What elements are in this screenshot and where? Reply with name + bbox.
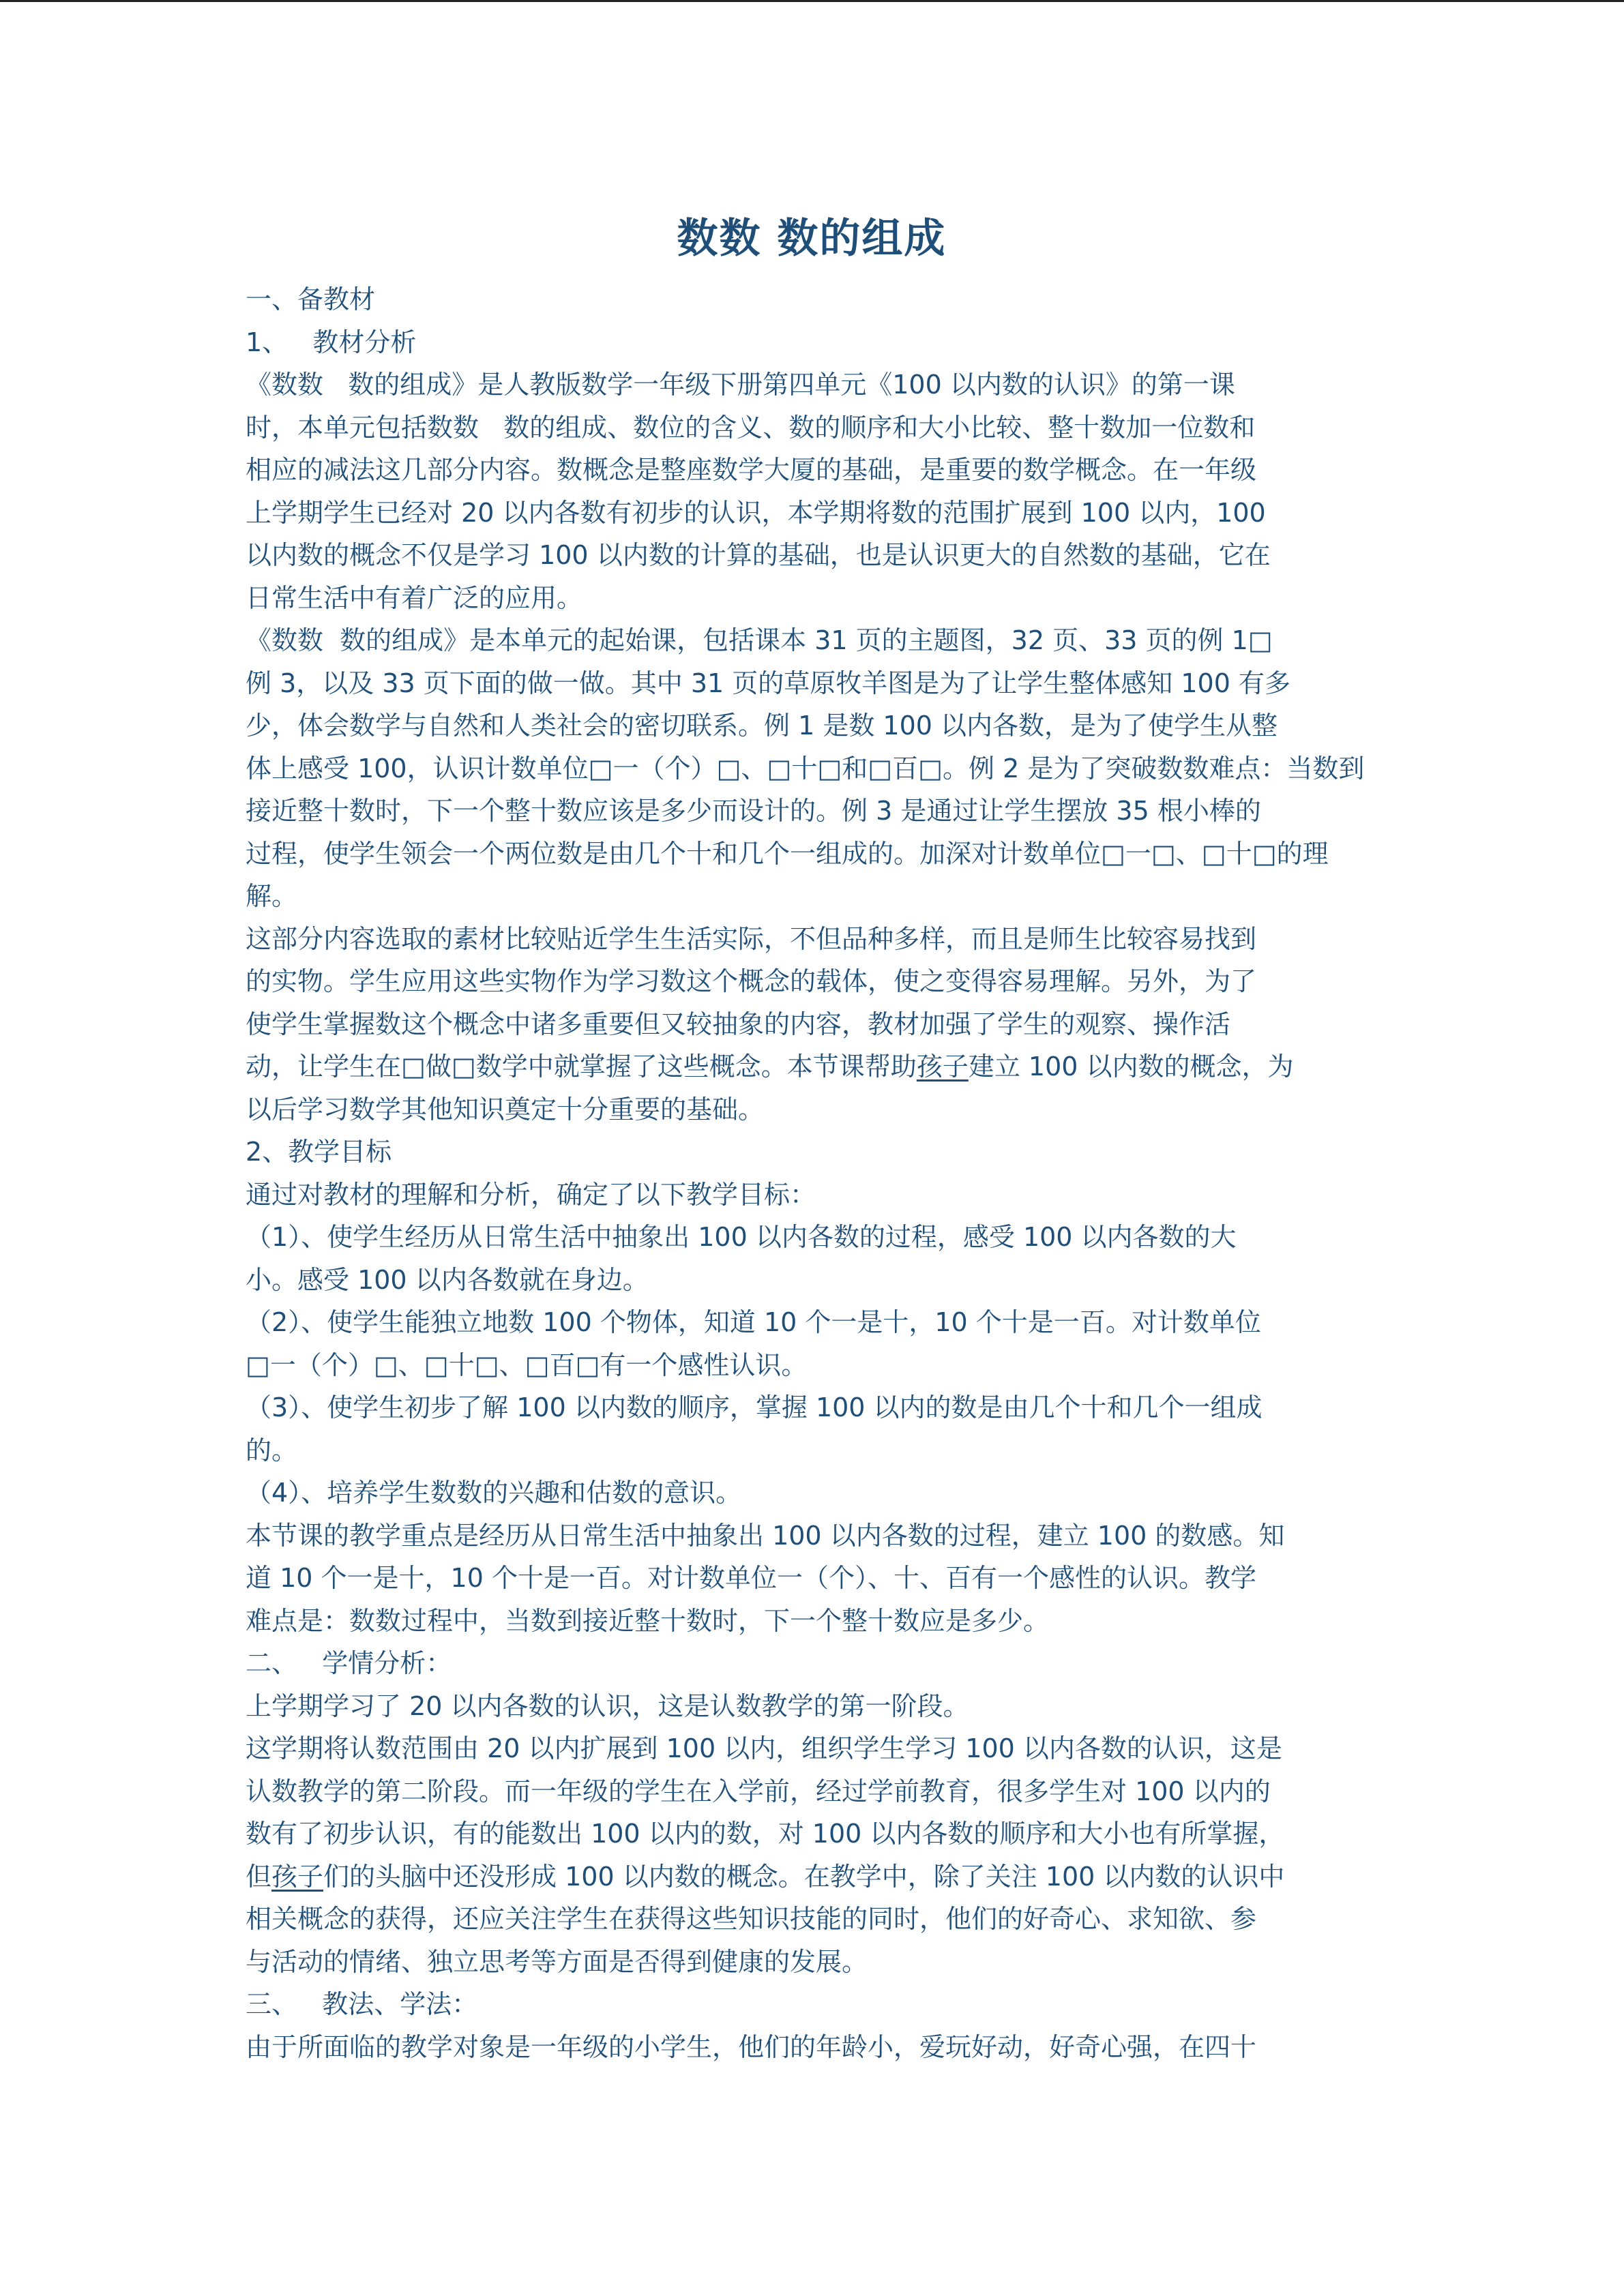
text-line xyxy=(246,1045,1378,1088)
text-line: （2）、使学生能独立地数 100 个物体，知道 10 个一是十，10 个十是一百。对计数单位 xyxy=(246,1307,1261,1337)
document-body xyxy=(246,278,1378,2068)
page-top-border xyxy=(0,0,1624,2)
text-line: （1）、使学生经历从日常生活中抽象出 100 以内各数的过程，感受 100 以内各数的大 xyxy=(246,1222,1237,1252)
text-line: 以内数的概念不仅是学习 100 以内数的计算的基础，也是认识更大的自然数的基础，它在 xyxy=(246,540,1271,570)
text-line: 相关概念的获得，还应关注学生在获得这些知识技能的同时，他们的好奇心、求知欲、参 xyxy=(246,1904,1257,1934)
text-line: 解。 xyxy=(246,881,298,911)
subsection-heading: 2、教学目标 xyxy=(246,1137,392,1167)
text-line: 由于所面临的教学对象是一年级的小学生，他们的年龄小，爱玩好动，好奇心强，在四十 xyxy=(246,2031,1257,2062)
document-page xyxy=(246,205,1378,2068)
text-line: 通过对教材的理解和分析，确定了以下教学目标： xyxy=(246,1179,816,1210)
text-line: 认数教学的第二阶段。而一年级的学生在入学前，经过学前教育，很多学生对 100 以内的 xyxy=(246,1776,1271,1806)
text-line: 使学生掌握数这个概念中诸多重要但又较抽象的内容，教材加强了学生的观察、操作活 xyxy=(246,1009,1231,1039)
text-segment: 们的头脑中还没形成 100 以内数的概念。在教学中，除了关注 100 以内数的认识中 xyxy=(323,1861,1285,1892)
text-segment: 但 xyxy=(246,1861,272,1892)
text-line: 与活动的情绪、独立思考等方面是否得到健康的发展。 xyxy=(246,1946,868,1977)
text-line: 这部分内容选取的素材比较贴近学生生活实际，不但品种多样，而且是师生比较容易找到 xyxy=(246,923,1257,954)
text-line: 小。感受 100 以内各数就在身边。 xyxy=(246,1264,649,1295)
text-line: 《数数 数的组成》是本单元的起始课，包括课本 31 页的主题图，32 页、33 页的例 1□ xyxy=(246,625,1273,655)
text-line: 道 10 个一是十，10 个十是一百。对计数单位一（个）、十、百有一个感性的认识。教学 xyxy=(246,1563,1256,1593)
text-line: 例 3，以及 33 页下面的做一做。其中 31 页的草原牧羊图是为了让学生整体感知 100 有多 xyxy=(246,668,1290,698)
subsection-heading: 1、 教材分析 xyxy=(246,327,417,357)
text-line: 的。 xyxy=(246,1435,298,1465)
text-segment: 建立 100 以内数的概念，为 xyxy=(968,1052,1294,1082)
text-line: 难点是：数数过程中，当数到接近整十数时，下一个整十数应是多少。 xyxy=(246,1605,1050,1636)
document-title: 数数 数的组成 xyxy=(677,215,947,263)
underlined-text: 孩子 xyxy=(271,1861,324,1892)
text-line: 《数数 数的组成》是人教版数学一年级下册第四单元《100 以内数的认识》的第一课 xyxy=(246,370,1235,400)
section-heading-2: 二、 学情分析： xyxy=(246,1648,452,1678)
section-heading-1: 一、备教材 xyxy=(246,284,376,314)
text-line: 上学期学生已经对 20 以内各数有初步的认识，本学期将数的范围扩展到 100 以内，100 xyxy=(246,497,1266,528)
text-line: 相应的减法这几部分内容。数概念是整座数学大厦的基础，是重要的数学概念。在一年级 xyxy=(246,455,1257,485)
text-line: 本节课的教学重点是经历从日常生活中抽象出 100 以内各数的过程，建立 100 的数感。知 xyxy=(246,1520,1285,1551)
text-line: 体上感受 100，认识计数单位□一（个）□、□十□和□百□。例 2 是为了突破数数难点：当数到 xyxy=(246,753,1365,784)
text-line: 上学期学习了 20 以内各数的认识，这是认数教学的第一阶段。 xyxy=(246,1690,969,1721)
text-line: 数有了初步认识，有的能数出 100 以内的数，对 100 以内各数的顺序和大小也有所掌握， xyxy=(246,1819,1285,1849)
text-line: □一（个）□、□十□、□百□有一个感性认识。 xyxy=(246,1350,808,1380)
text-line: 接近整十数时，下一个整十数应该是多少而设计的。例 3 是通过让学生摆放 35 根小棒的 xyxy=(246,796,1261,826)
text-segment: 动，让学生在□做□数学中就掌握了这些概念。本节课帮助 xyxy=(246,1052,917,1082)
text-line: 少，体会数学与自然和人类社会的密切联系。例 1 是数 100 以内各数，是为了使学生从整 xyxy=(246,711,1278,741)
text-line: 的实物。学生应用这些实物作为学习数这个概念的载体，使之变得容易理解。另外，为了 xyxy=(246,966,1257,996)
text-line: 过程，使学生领会一个两位数是由几个十和几个一组成的。加深对计数单位□一□、□十□的理 xyxy=(246,838,1329,869)
text-line: 这学期将认数范围由 20 以内扩展到 100 以内，组织学生学习 100 以内各数的认识，这是 xyxy=(246,1733,1282,1763)
text-line: 日常生活中有着广泛的应用。 xyxy=(246,582,583,613)
text-line: 时，本单元包括数数 数的组成、数位的含义、数的顺序和大小比较、整十数加一位数和 xyxy=(246,412,1256,443)
text-line xyxy=(246,1855,1378,1898)
section-heading-3: 三、 教法、学法： xyxy=(246,1989,478,2019)
text-line: （4）、培养学生数数的兴趣和估数的意识。 xyxy=(246,1478,742,1508)
text-line: （3）、使学生初步了解 100 以内数的顺序，掌握 100 以内的数是由几个十和几个一组成 xyxy=(246,1392,1263,1422)
underlined-text: 孩子 xyxy=(916,1052,969,1082)
text-line: 以后学习数学其他知识奠定十分重要的基础。 xyxy=(246,1094,765,1124)
